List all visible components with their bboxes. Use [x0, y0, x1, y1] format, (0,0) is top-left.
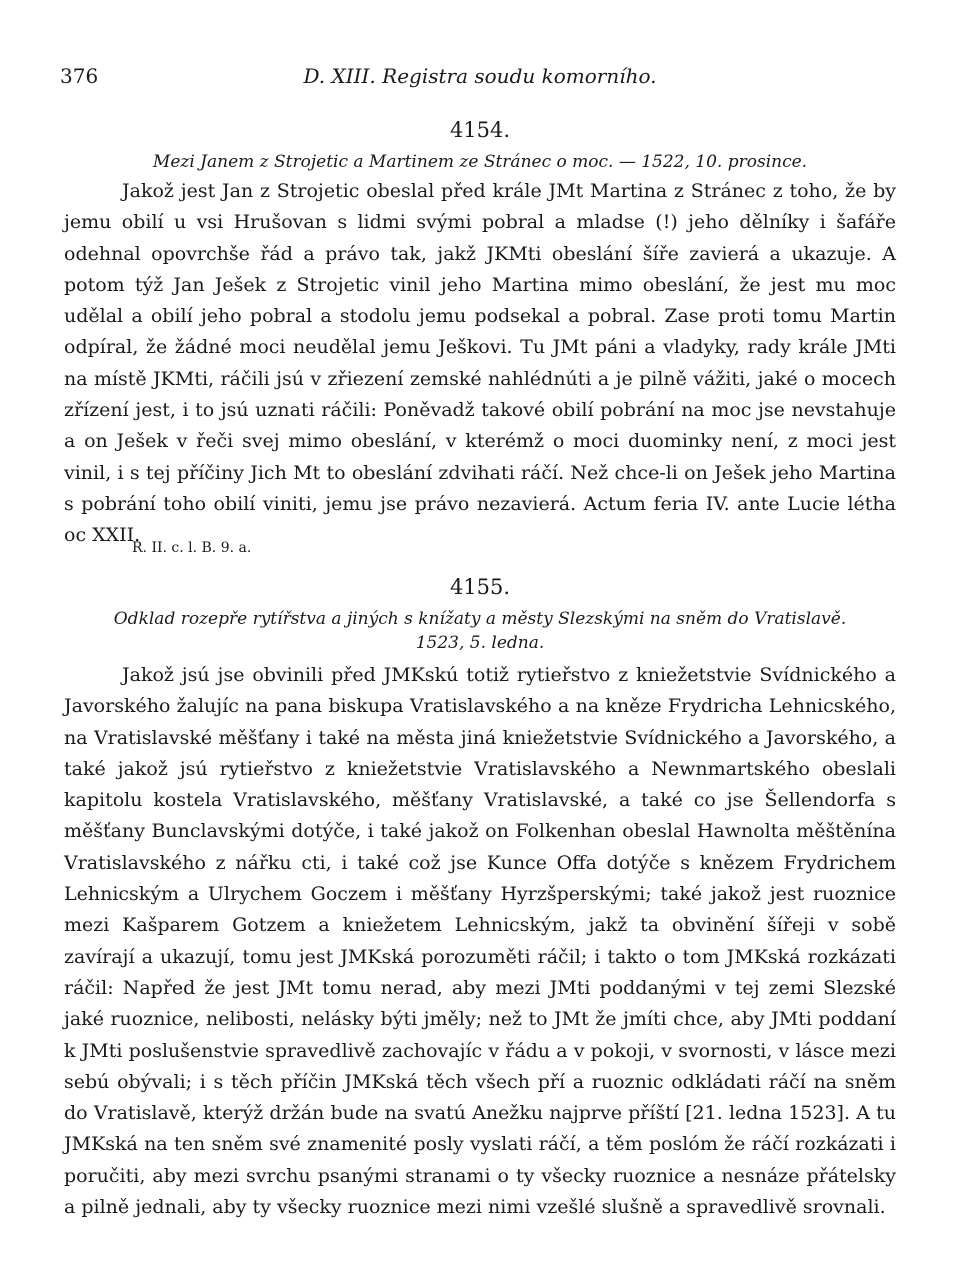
entry-number: 4154. [449, 118, 511, 142]
entry-text [64, 176, 896, 552]
source-reference: R. II. c. l. B. 9. a. [132, 540, 252, 556]
entry-paragraph: Jakož jest Jan z Strojetic obeslal před krále JMt Martina z Stránec z toho, že by jemu obilí u vsi Hrušovan s lidmi svými pobral a mladse (!) jeho dělníky i šafáře odehnal opovrchše řád a právo tak, jakž JKMti obeslání šíře zavierá a ukazuje. A potom týž Jan Ješek z Strojetic vinil jeho Martina mimo obeslání, že jest mu moc udělal a obilí jeho pobral a stodolu jemu podsekal a pobral. Zase proti tomu Martin odpíral, že žádné moci neudělal jemu Ješkovi. Tu JMt páni a vladyky, rady krále JMti na místě JKMti, ráčili jsú v zřiezení zemské nahlédnúti a je pilně vážiti, jaké o mocech zřízení jest, i to jsú uznati ráčili: Poněvadž takové obilí pobrání na moc jse nevstahuje a on Ješek v řeči svej mimo obeslání, v kterémž o moci duominky není, z moci jest vinil, i s tej příčiny Jich Mt to obeslání zdvihati ráčí. Než chce-li on Ješek jeho Martina s pobrání toho obilí viniti, jemu jse právo nezavierá. Actum feria IV. ante Lucie létha oc XXII. [64, 180, 896, 547]
entry-paragraph: Jakož jsú jse obvinili před JMKskú totiž rytieřstvo z kniežetstvie Svídnického a Javorského žalujíc na pana biskupa Vratislavského a na kněze Frydricha Lehnicského, na Vratislavské měšťany i také na města jiná kniežetstvie Svídnického a Javorského, a také jakož jsú rytieřstvo z kniežetstvie Vratislavského a Newnmartského obeslali kapitolu kostela Vratislavského, měšťany Vratislavské, a také co jse Šellendorfa s měšťany Bunclavskými dotýče, i také jakož on Folkenhan obeslal Hawnolta měštěnína Vratislavského z nářku cti, i také což jse Kunce Offa dotýče s knězem Frydrichem Lehnicským a Ulrychem Goczem i měšťany Hyrzšperskými; také jakož jest ruoznice mezi Kašparem Gotzem a kniežetem Lehnicským, jakž ta obvinění šířeji v sobě zavírají a ukazují, tomu jest JMKská porozuměti ráčil; i takto o tom JMKská rozkázati ráčil: Napřed že jest JMt tomu nerad, aby mezi JMti poddanými v tej zemi Slezské jaké ruoznice, nelibosti, nelásky býti jměly; než to JMt že jmíti chce, aby JMti poddaní k JMti poslušenstvie spravedlivě zachovajíc v řádu a v pokoji, v svornosti, v lásce mezi sebú obývali; i s těch příčin JMKská těch všech pří a ruoznic odkládati ráčí na sněm do Vratislavě, kterýž držán bude na svatú Anežku najprve příští [21. ledna 1523]. A tu JMKská na ten sněm své znamenité posly vyslati ráčí, a těm poslóm že ráčí rozkázati i poručiti, aby mezi svrchu psanými stranami o ty všecky ruoznice a nesnáze přátelsky a pilně jednali, aby ty všecky ruoznice mezi nimi vzešlé slušně a spravedlivě srovnali. [64, 664, 896, 1219]
page-header [60, 64, 900, 94]
entry-date: 1523, 5. ledna. [415, 633, 545, 653]
entry-text [64, 660, 896, 1223]
running-title: D. XIII. Registra soudu komorního. [303, 64, 657, 88]
entry-summary: Odklad rozepře rytířstva a jiných s knížaty a městy Slezskými na sněm do Vratislavě. [113, 609, 847, 629]
page-number: 376 [60, 64, 99, 88]
entry-summary: Mezi Janem z Strojetic a Martinem ze Stránec o moc. — 1522, 10. prosince. [152, 152, 808, 172]
entry-number: 4155. [449, 575, 511, 599]
